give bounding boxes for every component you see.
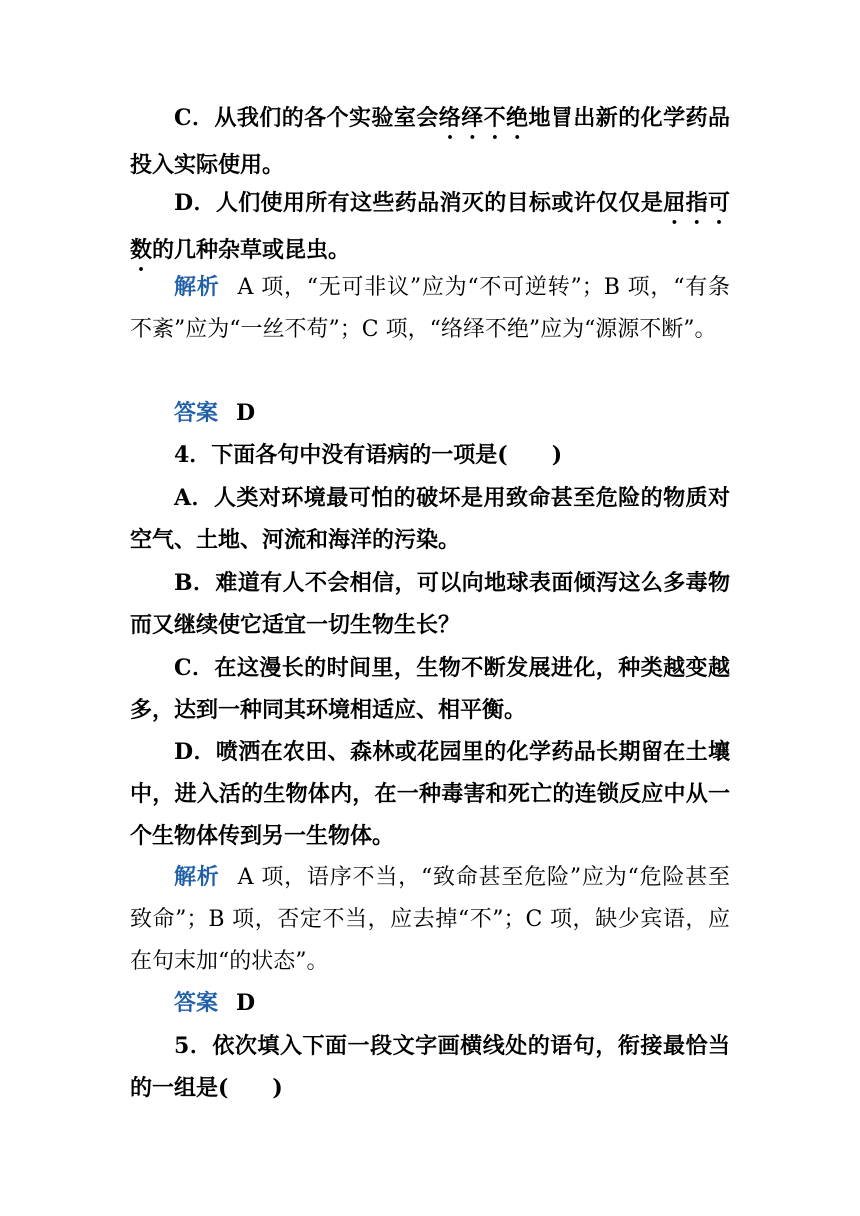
q3-option-c-prefix: C．从我们的各个实验室会 (174, 105, 439, 131)
q3-option-d-prefix: D．人们使用所有这些药品消灭的目标或许仅仅是 (174, 190, 664, 216)
q5-stem: 5．依次填入下面一段文字画横线处的语句，衔接最恰当的一组是( ) (130, 1033, 730, 1101)
q3-option-d (130, 182, 730, 276)
q3-option-d-suffix: 的几种杂草或昆虫。 (152, 237, 351, 263)
q3-option-c-suffix: 地冒出新的化学药品投入实际使用。 (130, 105, 730, 178)
q4-analysis-text: A 项，语序不当，“致命甚至危险”应为“危险甚至致命”；B 项，否定不当，应去掉“不”；C 项，缺少宾语，应在句末加“的状态”。 (130, 865, 730, 974)
q3-answer (130, 392, 730, 434)
q3-option-d-dotted: 屈指可数 (130, 190, 730, 263)
q3-analysis-text: A 项，“无可非议”应为“不可逆转”；B 项，“有条不紊”应为“一丝不苟”；C 项，“络绎不绝”应为“源源不断”。 (130, 275, 730, 342)
q4-option-c: C．在这漫长的时间里，生物不断发展进化，种类越变越多，达到一种同其环境相适应、相平衡。 (130, 655, 730, 723)
q3-analysis-label: 解析 (174, 274, 220, 300)
q4-answer-value: D (236, 990, 256, 1016)
q4-option-a: A．人类对环境最可怕的破坏是用致命甚至危险的物质对空气、土地、河流和海洋的污染。 (130, 485, 730, 553)
q4-analysis-label: 解析 (174, 864, 220, 890)
q4-answer-label: 答案 (174, 990, 219, 1016)
q3-option-c (130, 97, 730, 186)
q3-answer-label: 答案 (174, 400, 219, 426)
q4-stem: 4．下面各句中没有语病的一项是( ) (174, 442, 563, 468)
q3-answer-value: D (236, 400, 256, 426)
q4-option-b: B．难道有人不会相信，可以向地球表面倾泻这么多毒物而又继续使它适宜一切生物生长？ (130, 570, 730, 638)
q4-option-d: D．喷洒在农田、森林或花园里的化学药品长期留在土壤中，进入活的生物体内，在一种毒害和死亡的连锁反应中从一个生物体传到另一生物体。 (130, 739, 730, 849)
q4-answer (130, 982, 730, 1024)
q3-analysis (130, 266, 730, 351)
q3-option-c-dotted: 络绎不绝 (438, 105, 529, 131)
q4-analysis (130, 856, 730, 983)
